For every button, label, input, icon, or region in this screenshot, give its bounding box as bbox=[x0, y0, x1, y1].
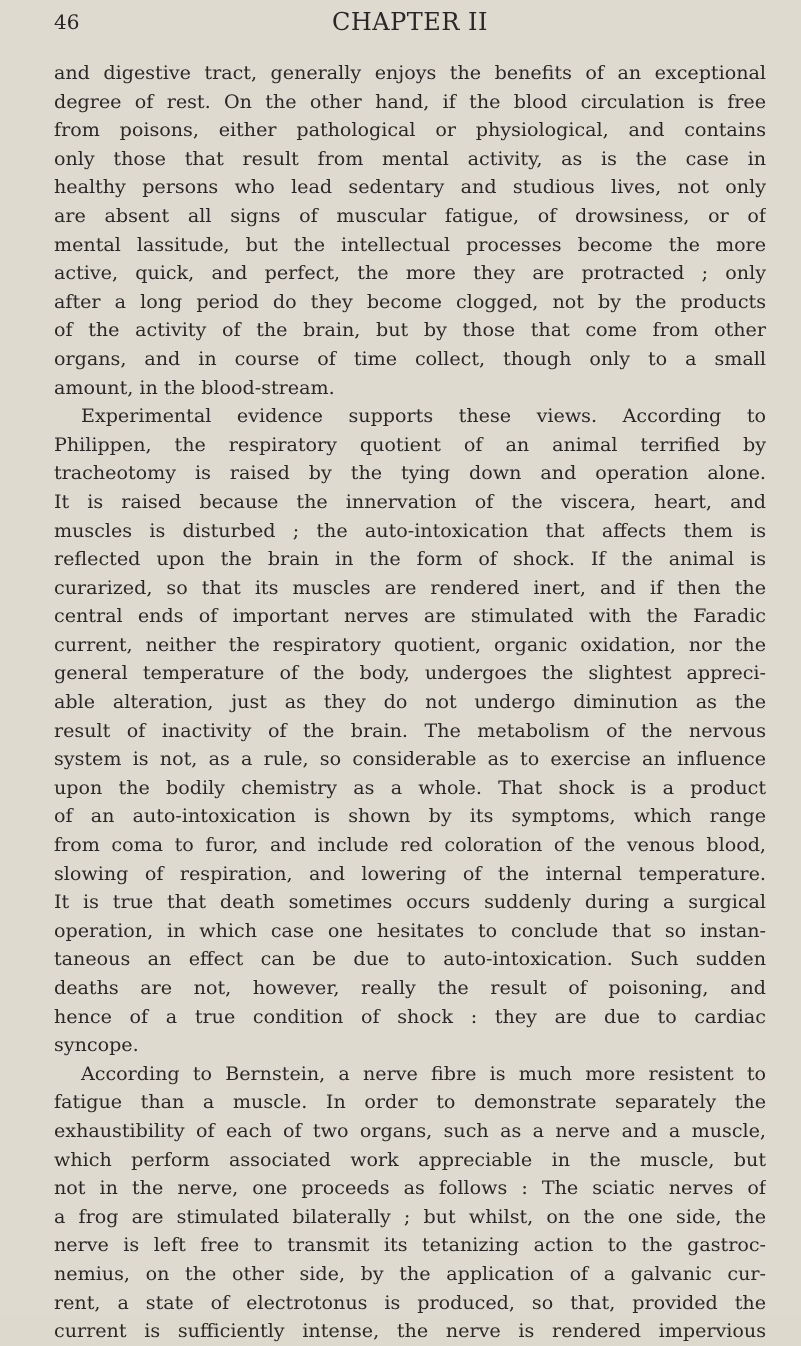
text-line: and digestive tract, generally enjoys the benefits of an exceptional bbox=[54, 61, 766, 84]
text-line: syncope. bbox=[54, 1033, 139, 1057]
body-text bbox=[54, 59, 766, 1346]
text-line: active, quick, and perfect, the more they are protracted ; only bbox=[54, 261, 766, 285]
text-line: central ends of important nerves are stimulated with the Faradic bbox=[54, 604, 766, 628]
page-header bbox=[54, 5, 766, 39]
running-head: CHAPTER II bbox=[332, 8, 488, 36]
text-line: mental lassitude, but the intellectual processes become the more bbox=[54, 232, 766, 256]
text-line: of an auto-intoxication is shown by its symptoms, which range bbox=[54, 804, 766, 828]
text-line: healthy persons who lead sedentary and studious lives, not only bbox=[54, 175, 766, 199]
text-line: only those that result from mental activity, as is the case in bbox=[54, 146, 766, 170]
text-line: system is not, as a rule, so considerable as to exercise an influence bbox=[54, 747, 766, 771]
text-line: nemius, on the other side, by the application of a galvanic cur- bbox=[54, 1261, 766, 1285]
text-line: reflected upon the brain in the form of shock. If the animal is bbox=[54, 547, 766, 571]
text-line: organs, and in course of time collect, though only to a small bbox=[54, 346, 766, 370]
text-line: According to Bernstein, a nerve fibre is much more resistent to bbox=[81, 1061, 766, 1085]
text-line: current, neither the respiratory quotient, organic oxidation, nor the bbox=[54, 632, 766, 656]
text-line: curarized, so that its muscles are rendered inert, and if then the bbox=[54, 575, 766, 599]
text-line: taneous an effect can be due to auto-intoxication. Such sudden bbox=[54, 947, 766, 971]
text-line: degree of rest. On the other hand, if the blood circulation is free bbox=[54, 89, 766, 113]
text-line: slowing of respiration, and lowering of the internal temperature. bbox=[54, 861, 766, 885]
text-line: fatigue than a muscle. In order to demonstrate separately the bbox=[54, 1090, 766, 1114]
text-line: result of inactivity of the brain. The metabolism of the nervous bbox=[54, 718, 766, 742]
text-line: operation, in which case one hesitates to conclude that so instan- bbox=[54, 918, 766, 942]
text-line: from poisons, either pathological or physiological, and contains bbox=[54, 118, 766, 142]
text-line: a frog are stimulated bilaterally ; but whilst, on the one side, the bbox=[54, 1204, 766, 1228]
text-line: amount, in the blood-stream. bbox=[54, 375, 335, 399]
text-line: Experimental evidence supports these views. According to bbox=[81, 404, 766, 428]
text-line: upon the bodily chemistry as a whole. That shock is a product bbox=[54, 775, 766, 799]
text-line: rent, a state of electrotonus is produced, so that, provided the bbox=[54, 1290, 766, 1314]
text-line: muscles is disturbed ; the auto-intoxication that affects them is bbox=[54, 518, 766, 542]
text-line: current is sufficiently intense, the nerve is rendered impervious bbox=[54, 1319, 766, 1343]
text-line: It is true that death sometimes occurs suddenly during a surgical bbox=[54, 890, 766, 914]
text-line: hence of a true condition of shock : they are due to cardiac bbox=[54, 1004, 766, 1028]
text-line: Philippen, the respiratory quotient of an animal terrified by bbox=[54, 432, 766, 456]
text-line: not in the nerve, one proceeds as follows : The sciatic nerves of bbox=[54, 1176, 766, 1200]
text-line: It is raised because the innervation of the viscera, heart, and bbox=[54, 489, 766, 513]
text-line: tracheotomy is raised by the tying down and operation alone. bbox=[54, 461, 766, 485]
text-line: of the activity of the brain, but by those that come from other bbox=[54, 318, 766, 342]
text-line: able alteration, just as they do not undergo diminution as the bbox=[54, 690, 766, 714]
text-line: nerve is left free to transmit its tetanizing action to the gastroc- bbox=[54, 1233, 766, 1257]
text-line: after a long period do they become clogged, not by the products bbox=[54, 289, 766, 313]
text-line: which perform associated work appreciable in the muscle, but bbox=[54, 1147, 766, 1171]
text-line: from coma to furor, and include red coloration of the venous blood, bbox=[54, 833, 766, 857]
text-line: exhaustibility of each of two organs, such as a nerve and a muscle, bbox=[54, 1118, 766, 1142]
text-line: general temperature of the body, undergoes the slightest appreci- bbox=[54, 661, 766, 685]
text-line: deaths are not, however, really the result of poisoning, and bbox=[54, 976, 766, 999]
text-line: are absent all signs of muscular fatigue, of drowsiness, or of bbox=[54, 203, 766, 227]
page-number: 46 bbox=[54, 10, 80, 34]
